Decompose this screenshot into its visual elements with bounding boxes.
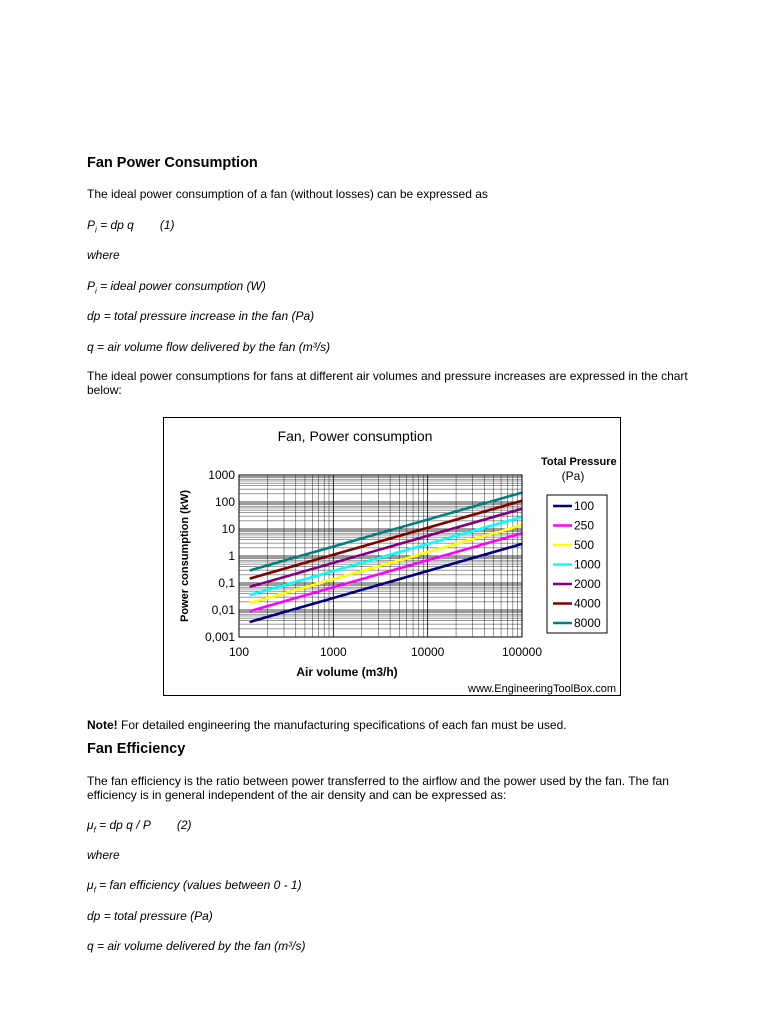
efficiency-intro-text: The fan efficiency is the ratio between power transferred to the airflow and the power used by the fan. The fan efficiency is in general independent of the air density and can be expressed as: [87, 774, 669, 802]
definition-q [87, 340, 330, 354]
def-symbol: dp [87, 309, 101, 323]
legend-label-8000: 8000 [574, 616, 601, 630]
eq2-lhs: μ [87, 818, 94, 832]
legend-label-250: 250 [574, 518, 595, 533]
eq1-lhs: P [87, 218, 96, 232]
y-tick-label: 10 [221, 522, 235, 536]
y-tick-label: 0,01 [211, 603, 235, 617]
legend-label-1000: 1000 [574, 557, 601, 572]
eq1-rhs: = dp q [96, 218, 134, 232]
x-tick-label: 100 [228, 645, 250, 659]
def-subscript: f [93, 885, 96, 895]
chart-title: Fan, Power consumption [277, 428, 433, 444]
note-text: For detailed engineering the manufacturing specifications of each fan must be used. [117, 718, 567, 732]
chart-watermark: www.EngineeringToolBox.com [468, 683, 616, 695]
legend-title-line2: (Pa) [561, 469, 585, 483]
def-text: = fan efficiency (values between 0 - 1) [95, 878, 302, 892]
eq1-sub: i [95, 225, 97, 235]
y-tick-label: 0,001 [204, 630, 235, 644]
def-text: = air volume delivered by the fan (m³/s) [93, 939, 306, 953]
legend-title-line1: Total Pressure [541, 456, 617, 468]
def-symbol: q [87, 939, 94, 953]
eq1-number: (1) [159, 218, 175, 232]
def-text: = air volume flow delivered by the fan (m³/s) [93, 340, 331, 354]
where-label-1: where [87, 248, 120, 262]
y-tick-label: 1 [228, 549, 235, 563]
def-text: = total pressure increase in the fan (Pa) [100, 309, 315, 323]
equation-2 [87, 818, 192, 837]
definition-q-2 [87, 939, 305, 953]
chart-axes [205, 468, 542, 659]
def-text: = total pressure (Pa) [100, 909, 213, 923]
power-chart [163, 417, 621, 696]
where-label-2: where [87, 848, 120, 862]
note-label: Note! [87, 718, 118, 732]
def-subscript: i [95, 286, 97, 296]
x-tick-label: 10000 [410, 645, 445, 659]
legend-label-100: 100 [574, 499, 595, 513]
eq2-rhs: = dp q / P [95, 818, 151, 832]
y-axis-label: Power consumption (kW) [179, 490, 191, 622]
def-symbol: q [87, 340, 94, 354]
legend-label-500: 500 [574, 538, 595, 552]
y-tick-label: 0,1 [218, 576, 235, 590]
chart-intro-text: The ideal power consumptions for fans at different air volumes and pressure increases are expressed in the chart below: [87, 369, 688, 397]
power-chart-svg [164, 418, 621, 696]
series-line-250 [250, 533, 522, 611]
section-heading-power: Fan Power Consumption [87, 155, 258, 171]
eq2-sub: f [93, 825, 96, 835]
x-axis-label: Air volume (m3/h) [296, 665, 398, 679]
definition-pi [87, 279, 266, 298]
x-tick-label: 100000 [501, 645, 543, 659]
def-symbol: P [87, 279, 96, 293]
power-intro-text: The ideal power consumption of a fan (without losses) can be expressed as [87, 187, 488, 201]
legend-label-2000: 2000 [574, 577, 601, 591]
note-line [87, 718, 567, 732]
legend-label-4000: 4000 [574, 596, 601, 611]
equation-1 [87, 218, 175, 237]
y-tick-label: 1000 [208, 468, 235, 482]
def-symbol: μ [87, 878, 94, 892]
def-text: = ideal power consumption (W) [96, 279, 266, 293]
def-symbol: dp [87, 909, 101, 923]
section-heading-efficiency: Fan Efficiency [87, 741, 186, 757]
definition-dp [87, 309, 314, 323]
eq2-number: (2) [176, 818, 192, 832]
y-tick-label: 100 [214, 495, 235, 509]
x-tick-label: 1000 [319, 645, 347, 659]
definition-muf [87, 878, 302, 897]
definition-dp-2 [87, 909, 213, 923]
